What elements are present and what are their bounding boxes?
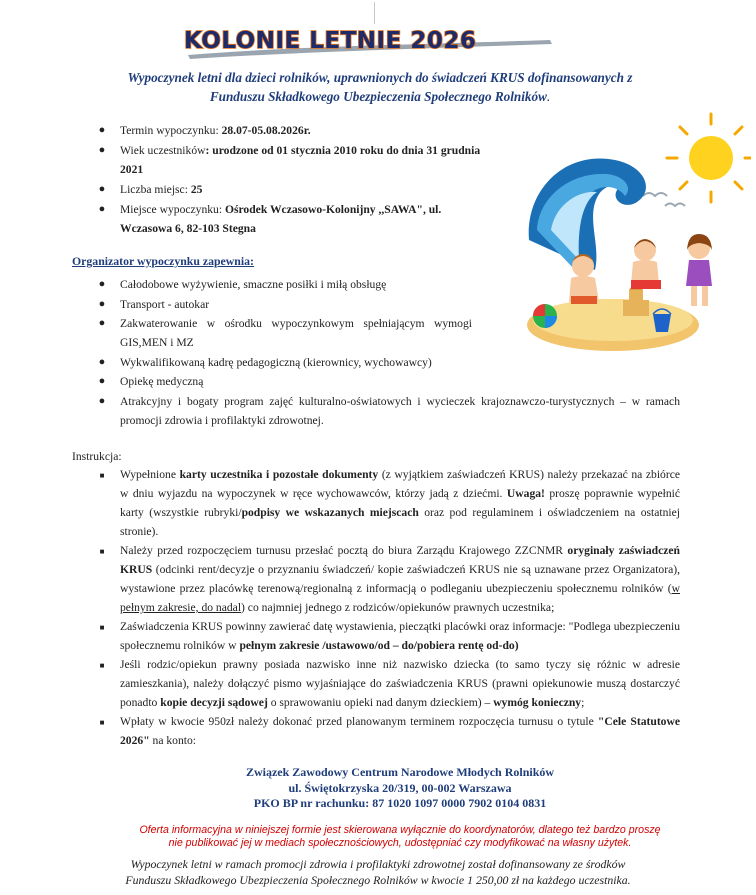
instruction-bold: podpisy we wskazanych miejscach: [241, 506, 419, 519]
instruction-bold: kopie decyzji sądowej: [160, 696, 268, 709]
organizer-heading: Organizator wypoczynku zapewnia:: [72, 254, 254, 268]
instruction-item-2: [72, 541, 680, 617]
bank-details: [200, 765, 600, 812]
round-bullet-icon: ●: [98, 375, 106, 387]
page-title: KOLONIE LETNIE 2026: [184, 28, 477, 54]
instruction-bold: "Cele Statutowe 2026": [120, 715, 680, 747]
instructions-list: [72, 465, 680, 750]
instruction-bold: Uwaga!: [506, 487, 545, 500]
organizer-item: [72, 314, 472, 352]
instruction-bold: pełnym zakresie /ustawowo/od – do/pobiera rentę od-do): [239, 639, 519, 652]
round-bullet-icon: ●: [98, 394, 106, 407]
instruction-text: Zaświadczenia KRUS powinny zawierać datę wystawienia, pieczątki placówki oraz informacje: "Podlega ubezpieczeniu społecznemu rolników w: [120, 620, 680, 652]
square-bullet-icon: ■: [99, 718, 105, 727]
instruction-text: (z wyjątkiem zaświadczeń KRUS) należy przekazać na zbiórce w dniu wyjazdu na wypoczynek w ręce wychowawców, którzy jadą z dziećmi.: [120, 468, 680, 500]
instruction-text: proszę poprawnie wypełnić karty (wszystkie rubryki/: [120, 487, 680, 519]
square-bullet-icon: ■: [99, 623, 105, 632]
info-places: [72, 180, 492, 199]
title-banner: [178, 22, 558, 64]
info-term: [72, 121, 492, 140]
term-value: 28.07-05.08.2026r.: [221, 124, 311, 137]
organizer-item-text: Opiekę medyczną: [120, 375, 204, 388]
square-bullet-icon: ■: [99, 661, 105, 670]
age-value: : urodzone od 01 stycznia 2010 roku do dnia 31 grudnia 2021: [120, 144, 481, 176]
bank-account: PKO BP nr rachunku: 87 1020 1097 0000 7902 0104 0831: [253, 796, 547, 810]
footer-line-1: Wypoczynek letni w ramach promocji zdrowia i profilaktyki zdrowotnej został dofinansowany ze środków: [130, 857, 626, 871]
note-line-1: Oferta informacyjna w niniejszej formie jest skierowana wyłącznie do koordynatorów, dlatego też bardzo proszę: [139, 824, 661, 836]
round-bullet-icon: ●: [98, 183, 106, 195]
info-list: [72, 121, 492, 239]
top-divider: [374, 2, 375, 24]
bank-address: ul. Świętokrzyska 20/319, 00-002 Warszawa: [288, 780, 512, 795]
round-bullet-icon: ●: [98, 203, 106, 215]
organizer-list: [72, 275, 680, 430]
instruction-text: o sprawowaniu opieki nad danym dzieckiem) –: [267, 696, 494, 709]
organizer-item: [72, 275, 680, 294]
organizer-item: [72, 353, 680, 372]
instruction-underline: w pełnym zakresie, do nadal: [120, 582, 680, 614]
instruction-bold: oryginały zaświadczeń KRUS: [120, 544, 680, 576]
subtitle-dot: .: [546, 89, 551, 104]
places-value: 25: [190, 183, 203, 196]
organizer-item-text: Transport - autokar: [120, 297, 210, 311]
wave-icon: [529, 158, 646, 270]
note-line-2: nie publikować jej w mediach społecznościowych, udostępniać czy modyfikować na własny użytek.: [168, 836, 632, 849]
square-bullet-icon: ■: [99, 547, 105, 556]
round-bullet-icon: ●: [98, 355, 106, 368]
instruction-text: Należy przed rozpoczęciem turnusu przesłać pocztą do biura Zarządu Krajowego ZZCNMR: [120, 544, 568, 557]
round-bullet-icon: ●: [98, 297, 106, 310]
subtitle-line-1: Wypoczynek letni dla dzieci rolników, uprawnionych do świadczeń KRUS dofinansowanych z: [127, 70, 633, 85]
round-bullet-icon: ●: [98, 144, 106, 156]
instruction-text: (odcinki rent/decyzje o przyznaniu świadczeń/ kopie zaświadczeń KRUS nie są uznawane przez Organizatora), wystawione przez placówkę terenową/regionalną z informacją o podleganiu ubezpieczeniu społecznemu rolników (: [120, 563, 680, 595]
round-bullet-icon: ●: [98, 317, 106, 329]
organizer-item-text: Wykwalifikowaną kadrę pedagogiczną (kierownicy, wychowawcy): [120, 355, 432, 369]
organizer-item: [72, 295, 680, 314]
organizer-item-text: Zakwaterowanie w ośrodku wypoczynkowym spełniającym wymogi GIS,MEN i MZ: [120, 317, 472, 349]
instruction-text: Wypełnione: [120, 468, 180, 481]
info-age: [72, 141, 492, 179]
instruction-item-5: [72, 712, 680, 750]
sun-icon: [667, 114, 751, 202]
seagull-icons: [643, 193, 685, 206]
organizer-item-text: Całodobowe wyżywienie, smaczne posiłki i miłą obsługę: [120, 278, 387, 291]
location-value: Ośrodek Wczasowo-Kolonijny ,,SAWA", ul. Wczasowa 6, 82-103 Stegna: [120, 203, 442, 235]
instruction-text: Jeśli rodzic/opiekun prawny posiada nazwisko inne niż nazwisko dziecka (to samo tyczy się różnic w adresie zamieszkania), należy dołączyć pismo wyjaśniające do zaświadczenia KRUS (prawni opiekunowie muszą dostarczyć ponadto: [120, 658, 680, 709]
instruction-bold: wymóg konieczny: [493, 696, 582, 709]
footer-line-2: Funduszu Składkowego Ubezpieczenia Społecznego Rolników w kwocie 1 250,00 zł na każdego uczestnika.: [125, 873, 631, 887]
instruction-text: ;: [581, 696, 585, 709]
bank-recipient: Związek Zawodowy Centrum Narodowe Młodych Rolników: [245, 765, 555, 779]
organizer-item: [72, 392, 680, 430]
instruction-text: ) co najmniej jednego z rodziców/opiekunów prawnych uczestnika;: [241, 601, 555, 614]
organizer-item: [72, 372, 680, 391]
instruction-item-1: [72, 465, 680, 541]
subtitle-line-2: Funduszu Składkowego Ubezpieczenia Społecznego Rolników: [209, 89, 547, 104]
instruction-text: oraz pod regulaminem i oświadczeniem na ostatniej stronie).: [120, 506, 680, 538]
subtitle-line-2-wrap: [60, 87, 700, 106]
subtitle: [60, 68, 700, 106]
info-location: [72, 200, 492, 238]
places-label: Liczba miejsc:: [120, 183, 191, 196]
round-bullet-icon: ●: [98, 278, 106, 290]
instruction-text: na konto:: [149, 734, 196, 747]
round-bullet-icon: ●: [98, 124, 106, 136]
location-label: Miejsce wypoczynku:: [120, 203, 225, 216]
coordinator-note: [120, 824, 680, 849]
instruction-bold: karty uczestnika i pozostałe dokumenty: [179, 468, 379, 481]
instruction-item-4: [72, 655, 680, 712]
instruction-text: Wpłaty w kwocie 950zł należy dokonać przed planowanym terminem rozpoczęcia turnusu o tytule: [120, 715, 598, 728]
instructions-heading: Instrukcja:: [72, 450, 122, 463]
term-label: Termin wypoczynku:: [120, 124, 222, 137]
instruction-item-3: [72, 617, 680, 655]
child-right-icon: [686, 234, 712, 306]
organizer-item-text: Atrakcyjny i bogaty program zajęć kulturalno-oświatowych i wycieczek krajoznawczo-turystycznych – w ramach promocji zdrowia i profilaktyki zdrowotnej.: [120, 394, 680, 427]
funding-footer: [40, 856, 716, 888]
age-label: Wiek uczestników: [120, 144, 206, 157]
square-bullet-icon: ■: [99, 471, 105, 480]
title-graphic: [178, 22, 558, 64]
